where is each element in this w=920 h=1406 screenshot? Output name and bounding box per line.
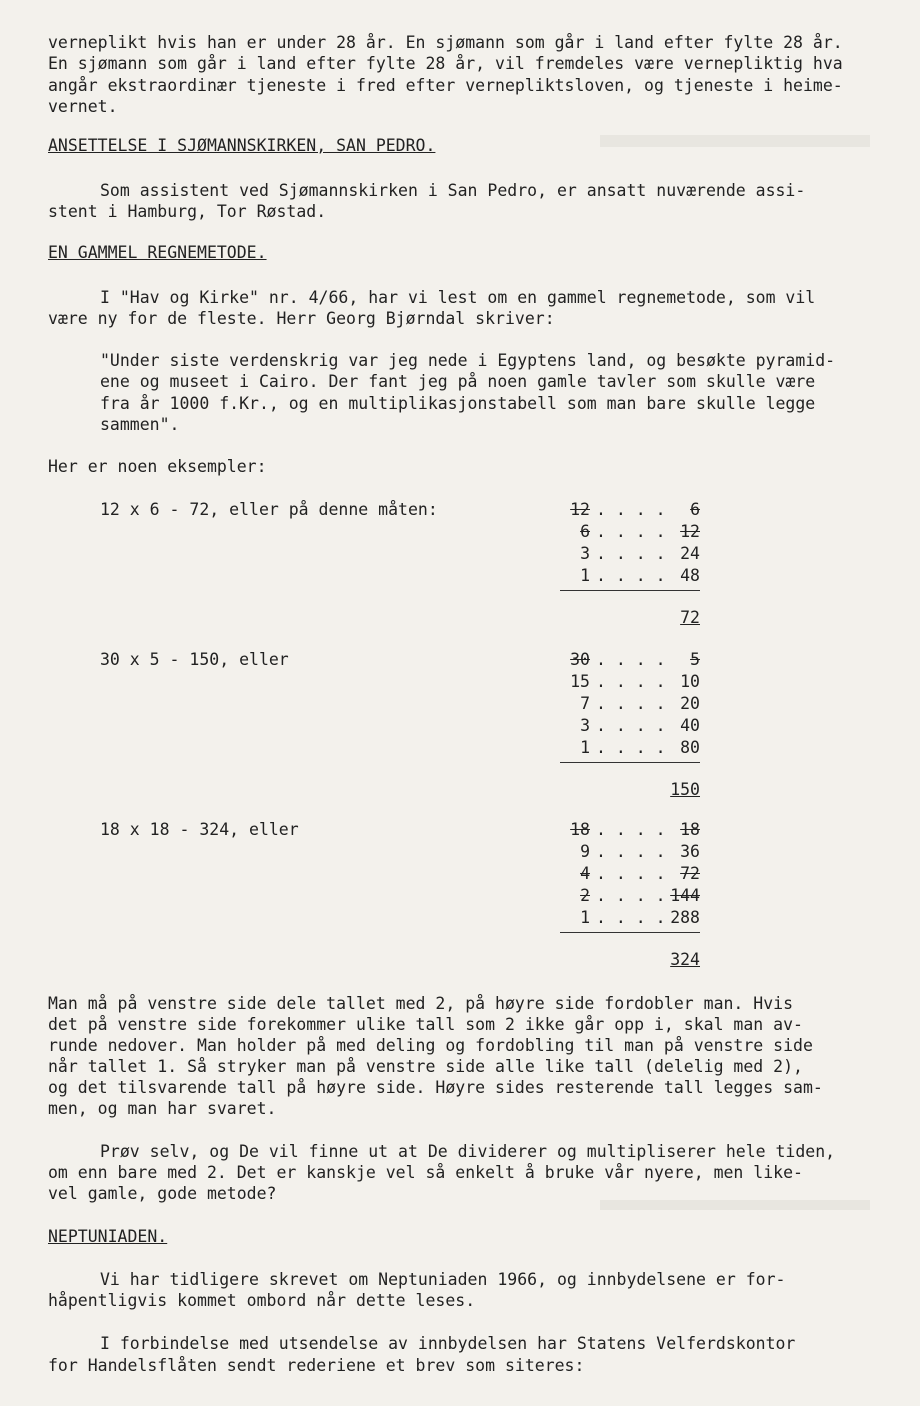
neptuniaden-line: Vi har tidligere skrevet om Neptuniaden 1966, og innbydelsene er for- — [100, 1270, 786, 1289]
quote-line: ene og museet i Cairo. Der fant jeg på noen gamle tavler som skulle være — [100, 372, 816, 391]
explanation-line: det på venstre side forekommer ulike tall som 2 ikke går opp i, skal man av- — [48, 1015, 803, 1034]
table-sum: 72 — [680, 608, 700, 627]
table-dot-leader: . . . . — [596, 500, 666, 519]
explanation-line: og det tilsvarende tall på høyre side. Høyre sides resterende tall legges sam- — [48, 1078, 823, 1097]
table-dot-leader: . . . . — [596, 566, 666, 585]
table-left-value: 12 — [570, 500, 590, 519]
forbindelse-line: I forbindelse med utsendelse av innbydelsen har Statens Velferdskontor — [100, 1334, 796, 1353]
table-left-value: 1 — [580, 566, 590, 585]
table-right-value: 12 — [680, 522, 700, 541]
table-left-value: 1 — [580, 908, 590, 927]
table-left-value: 3 — [580, 716, 590, 735]
table-dot-leader: . . . . — [596, 672, 666, 691]
table-left-value: 2 — [580, 886, 590, 905]
table-right-value: 6 — [690, 500, 700, 519]
intro-line: verneplikt hvis han er under 28 år. En sjømann som går i land efter fylte 28 år. — [48, 33, 843, 52]
explanation-line: når tallet 1. Så stryker man på venstre side alle like tall (delelig med 2), — [48, 1057, 803, 1076]
bleed-through — [600, 135, 870, 147]
table-dot-leader: . . . . — [596, 694, 666, 713]
table-dot-leader: . . . . — [596, 842, 666, 861]
examples-intro: Her er noen eksempler: — [48, 457, 267, 476]
section-heading-regnemetode: EN GAMMEL REGNEMETODE. — [48, 243, 267, 262]
table-sum: 150 — [670, 780, 700, 799]
quote-line: fra år 1000 f.Kr., og en multiplikasjonstabell som man bare skulle legge — [100, 394, 816, 413]
table-right-value: 10 — [680, 672, 700, 691]
table-right-value: 18 — [680, 820, 700, 839]
table-left-value: 9 — [580, 842, 590, 861]
intro-line: vernet. — [48, 97, 118, 116]
intro-line: angår ekstraordinær tjeneste i fred efter vernepliktsloven, og tjeneste i heime- — [48, 76, 843, 95]
table-right-value: 144 — [670, 886, 700, 905]
table-right-value: 20 — [680, 694, 700, 713]
intro-line: En sjømann som går i land efter fylte 28 år, vil fremdeles være vernepliktig hva — [48, 54, 843, 73]
table-dot-leader: . . . . — [596, 908, 666, 927]
sjomannskirken-line: Som assistent ved Sjømannskirken i San Pedro, er ansatt nuværende assi- — [100, 181, 806, 200]
table-right-value: 36 — [680, 842, 700, 861]
table-dot-leader: . . . . — [596, 650, 666, 669]
table-dot-leader: . . . . — [596, 864, 666, 883]
example-label: 30 x 5 - 150, eller — [100, 650, 289, 669]
bleed-through — [600, 1200, 870, 1210]
sum-rule — [560, 762, 700, 763]
forbindelse-line: for Handelsflåten sendt rederiene et brev som siteres: — [48, 1356, 585, 1375]
table-right-value: 48 — [680, 566, 700, 585]
section-heading-neptuniaden: NEPTUNIADEN. — [48, 1227, 168, 1246]
table-left-value: 1 — [580, 738, 590, 757]
regnemetode-line: I "Hav og Kirke" nr. 4/66, har vi lest om en gammel regnemetode, som vil — [100, 288, 816, 307]
quote-line: sammen". — [100, 415, 180, 434]
sjomannskirken-line: stent i Hamburg, Tor Røstad. — [48, 202, 327, 221]
table-left-value: 18 — [570, 820, 590, 839]
table-left-value: 3 — [580, 544, 590, 563]
table-right-value: 288 — [670, 908, 700, 927]
prov-selv-line: vel gamle, gode metode? — [48, 1184, 277, 1203]
table-dot-leader: . . . . — [596, 820, 666, 839]
example-label: 12 x 6 - 72, eller på denne måten: — [100, 500, 438, 519]
table-sum: 324 — [670, 950, 700, 969]
sum-rule — [560, 932, 700, 933]
table-left-value: 4 — [580, 864, 590, 883]
table-dot-leader: . . . . — [596, 544, 666, 563]
explanation-line: runde nedover. Man holder på med deling og fordobling til man på venstre side — [48, 1036, 813, 1055]
explanation-line: Man må på venstre side dele tallet med 2, på høyre side fordobler man. Hvis — [48, 994, 794, 1013]
table-right-value: 40 — [680, 716, 700, 735]
explanation-line: men, og man har svaret. — [48, 1099, 277, 1118]
sum-rule — [560, 590, 700, 591]
table-right-value: 5 — [690, 650, 700, 669]
table-dot-leader: . . . . — [596, 886, 666, 905]
table-left-value: 30 — [570, 650, 590, 669]
table-dot-leader: . . . . — [596, 522, 666, 541]
table-right-value: 80 — [680, 738, 700, 757]
table-dot-leader: . . . . — [596, 716, 666, 735]
regnemetode-line: være ny for de fleste. Herr Georg Bjørndal skriver: — [48, 309, 555, 328]
quote-line: "Under siste verdenskrig var jeg nede i Egyptens land, og besøkte pyramid- — [100, 351, 836, 370]
table-left-value: 6 — [580, 522, 590, 541]
table-right-value: 24 — [680, 544, 700, 563]
prov-selv-line: om enn bare med 2. Det er kanskje vel så enkelt å bruke vår nyere, men like- — [48, 1163, 803, 1182]
example-label: 18 x 18 - 324, eller — [100, 820, 299, 839]
table-dot-leader: . . . . — [596, 738, 666, 757]
table-left-value: 7 — [580, 694, 590, 713]
neptuniaden-line: håpentligvis kommet ombord når dette leses. — [48, 1291, 476, 1310]
table-right-value: 72 — [680, 864, 700, 883]
prov-selv-line: Prøv selv, og De vil finne ut at De dividerer og multipliserer hele tiden, — [100, 1142, 836, 1161]
section-heading-sjomannskirken: ANSETTELSE I SJØMANNSKIRKEN, SAN PEDRO. — [48, 136, 436, 155]
table-left-value: 15 — [570, 672, 590, 691]
